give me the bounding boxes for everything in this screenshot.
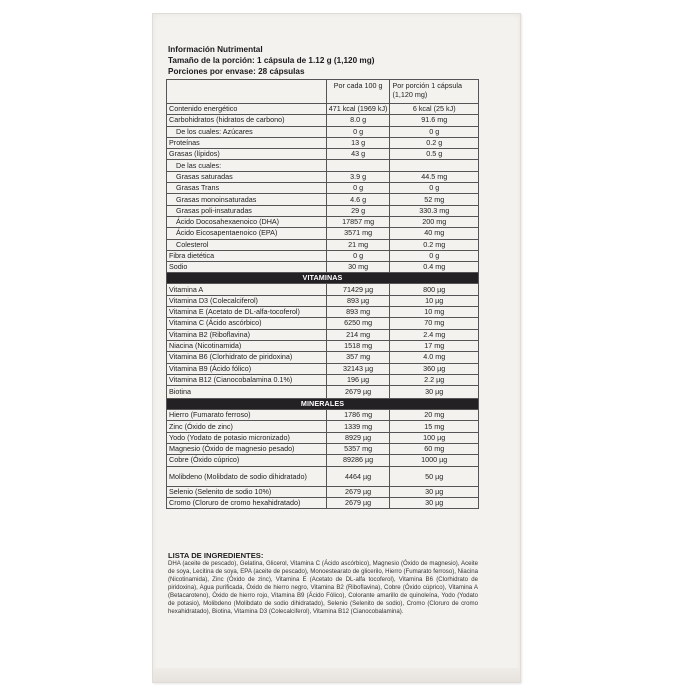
- table-row: [167, 329, 479, 340]
- value-per-serving: 10 mg: [390, 307, 479, 318]
- value-per-serving: 1000 µg: [390, 455, 479, 466]
- value-per-100g: 29 g: [326, 205, 390, 216]
- value-per-serving: 50 µg: [390, 466, 479, 486]
- value-per-100g: 2679 µg: [326, 386, 390, 399]
- nutrient-name: Niacina (Nicotinamida): [167, 340, 327, 351]
- value-per-100g: 1786 mg: [326, 410, 390, 421]
- value-per-serving: 2.4 mg: [390, 329, 479, 340]
- table-row: [167, 115, 479, 126]
- nutrient-name: Grasas (lípidos): [167, 149, 327, 160]
- table-row: [167, 410, 479, 421]
- value-per-serving: 20 mg: [390, 410, 479, 421]
- ingredients-title: LISTA DE INGREDIENTES:: [168, 551, 264, 560]
- value-per-serving: 30 µg: [390, 486, 479, 497]
- table-row: [167, 307, 479, 318]
- nutrient-name: Vitamina E (Acetato de DL-alfa-tocoferol): [167, 307, 327, 318]
- table-row: [167, 126, 479, 137]
- value-per-100g: 21 mg: [326, 239, 390, 250]
- value-per-100g: 471 kcal (1969 kJ): [326, 104, 390, 115]
- value-per-serving: 52 mg: [390, 194, 479, 205]
- nutrient-name: Cobre (Óxido cúprico): [167, 455, 327, 466]
- table-row: [167, 216, 479, 227]
- table-row: [167, 444, 479, 455]
- nutrient-name: Vitamina B12 (Cianocobalamina 0.1%): [167, 374, 327, 385]
- value-per-serving: [390, 160, 479, 171]
- value-per-100g: 0 g: [326, 126, 390, 137]
- table-row: [167, 149, 479, 160]
- nutrient-name: Fibra dietética: [167, 250, 327, 261]
- value-per-100g: [326, 160, 390, 171]
- value-per-serving: 0 g: [390, 126, 479, 137]
- value-per-100g: 30 mg: [326, 262, 390, 273]
- value-per-serving: 40 mg: [390, 228, 479, 239]
- minerals-band: [167, 399, 479, 410]
- nutrient-name: Magnesio (Óxido de magnesio pesado): [167, 444, 327, 455]
- serving-size: Tamaño de la porción: 1 cápsula de 1.12 g (1,120 mg): [168, 56, 375, 65]
- value-per-serving: 2.2 µg: [390, 374, 479, 385]
- value-per-100g: 43 g: [326, 149, 390, 160]
- value-per-100g: 3.9 g: [326, 171, 390, 182]
- nutrient-name: Vitamina A: [167, 284, 327, 295]
- value-per-100g: 196 µg: [326, 374, 390, 385]
- value-per-serving: 0.2 mg: [390, 239, 479, 250]
- value-per-serving: 200 mg: [390, 216, 479, 227]
- col-per-100g: Por cada 100 g: [326, 80, 390, 104]
- nutrient-name: De los cuales: Azúcares: [167, 126, 327, 137]
- nutrient-name: Zinc (Óxido de zinc): [167, 421, 327, 432]
- value-per-serving: 0.5 g: [390, 149, 479, 160]
- nutrition-table: [166, 79, 479, 509]
- value-per-100g: 1339 mg: [326, 421, 390, 432]
- value-per-serving: 0 g: [390, 183, 479, 194]
- value-per-100g: 0 g: [326, 250, 390, 261]
- value-per-100g: 8929 µg: [326, 432, 390, 443]
- nutrient-name: Sodio: [167, 262, 327, 273]
- table-row: [167, 194, 479, 205]
- table-row: [167, 340, 479, 351]
- table-row: [167, 497, 479, 508]
- table-row: [167, 104, 479, 115]
- value-per-serving: 0.2 g: [390, 137, 479, 148]
- value-per-serving: 10 µg: [390, 295, 479, 306]
- table-row: [167, 262, 479, 273]
- value-per-serving: 0 g: [390, 250, 479, 261]
- table-row: [167, 137, 479, 148]
- value-per-100g: 214 mg: [326, 329, 390, 340]
- nutrient-name: Ácido Eicosapentaenoico (EPA): [167, 228, 327, 239]
- table-row: [167, 466, 479, 486]
- nutrient-name: Grasas Trans: [167, 183, 327, 194]
- table-row: [167, 363, 479, 374]
- table-row: [167, 455, 479, 466]
- nutrient-name: Contenido energético: [167, 104, 327, 115]
- value-per-serving: 15 mg: [390, 421, 479, 432]
- value-per-serving: 360 µg: [390, 363, 479, 374]
- table-row: [167, 183, 479, 194]
- nutrient-name: Vitamina C (Ácido ascórbico): [167, 318, 327, 329]
- value-per-100g: 13 g: [326, 137, 390, 148]
- vitamins-band-label: VITAMINAS: [167, 273, 479, 284]
- value-per-100g: 893 µg: [326, 295, 390, 306]
- vitamins-band: [167, 273, 479, 284]
- nutrient-name: Cromo (Cloruro de cromo hexahidratado): [167, 497, 327, 508]
- table-row: [167, 352, 479, 363]
- value-per-serving: 44.5 mg: [390, 171, 479, 182]
- table-row: [167, 160, 479, 171]
- table-row: [167, 239, 479, 250]
- value-per-serving: 17 mg: [390, 340, 479, 351]
- value-per-serving: 100 µg: [390, 432, 479, 443]
- value-per-100g: 2679 µg: [326, 497, 390, 508]
- minerals-band-label: MINERALES: [167, 399, 479, 410]
- value-per-100g: 893 mg: [326, 307, 390, 318]
- nutrient-name: Biotina: [167, 386, 327, 399]
- value-per-serving: 6 kcal (25 kJ): [390, 104, 479, 115]
- value-per-100g: 4464 µg: [326, 466, 390, 486]
- table-row: [167, 228, 479, 239]
- value-per-serving: 30 µg: [390, 386, 479, 399]
- value-per-100g: 4.6 g: [326, 194, 390, 205]
- nutrient-name: Vitamina B6 (Clorhidrato de piridoxina): [167, 352, 327, 363]
- value-per-serving: 330.3 mg: [390, 205, 479, 216]
- value-per-100g: 6250 mg: [326, 318, 390, 329]
- value-per-serving: 0.4 mg: [390, 262, 479, 273]
- nutrient-name: Vitamina D3 (Colecalciferol): [167, 295, 327, 306]
- nutrient-name: Grasas monoinsaturadas: [167, 194, 327, 205]
- value-per-serving: 4.0 mg: [390, 352, 479, 363]
- ingredients-text: DHA (aceite de pescado), Gelatina, Glicerol, Vitamina C (Ácido ascórbico), Magnesio (Óxido de magnesio), Aceite de soya, Lecitina de soya, EPA (aceite de pescado), Monoestearato de glicerilo, Hierro (Fumarato ferroso), Niacina (Nicotinamida), Zinc (Óxido de zinc), Vitamina E (Acetato de DL-alfa tocoferol), Vitamina B6 (Clorhidrato de piridoxina), Agua purificada, Óxido de hierro negro, Vitamina B2 (Riboflavina), Cobre (Óxido cúprico), Vitamina A (Betacaroteno), Óxido de hierro rojo, Vitamina B9 (Ácido Fólico), Colorante amarillo de quinoleína, Yodo (Yodato de potasio), Molibdeno (Molibdato de sodio dihidratado), Selenio (Selenito de sodio), Cromo (Cloruro de cromo hexahidratado), Biotina, Vitamina D3 (Colecalciferol), Vitamina B12 (Cianocobalamina).: [168, 560, 478, 615]
- nutrient-name: Carbohidratos (hidratos de carbono): [167, 115, 327, 126]
- value-per-serving: 800 µg: [390, 284, 479, 295]
- nutrition-title: Información Nutrimental: [168, 45, 263, 54]
- value-per-100g: 5357 mg: [326, 444, 390, 455]
- value-per-100g: 8.0 g: [326, 115, 390, 126]
- header-blank-cell: [167, 80, 327, 104]
- table-header-row: [167, 80, 479, 104]
- value-per-100g: 17857 mg: [326, 216, 390, 227]
- nutrient-name: Vitamina B9 (Ácido fólico): [167, 363, 327, 374]
- nutrient-name: Selenio (Selenito de sodio 10%): [167, 486, 327, 497]
- value-per-serving: 91.6 mg: [390, 115, 479, 126]
- nutrient-name: Grasas saturadas: [167, 171, 327, 182]
- value-per-100g: 3571 mg: [326, 228, 390, 239]
- nutrient-name: De las cuales:: [167, 160, 327, 171]
- table-row: [167, 295, 479, 306]
- value-per-serving: 70 mg: [390, 318, 479, 329]
- table-row: [167, 486, 479, 497]
- nutrient-name: Vitamina B2 (Riboflavina): [167, 329, 327, 340]
- servings-per-container: Porciones por envase: 28 cápsulas: [168, 67, 305, 76]
- value-per-100g: 1518 mg: [326, 340, 390, 351]
- table-row: [167, 432, 479, 443]
- value-per-100g: 2679 µg: [326, 486, 390, 497]
- col-per-serving: Por porción 1 cápsula (1,120 mg): [390, 80, 479, 104]
- nutrient-name: Ácido Docosahexaenoico (DHA): [167, 216, 327, 227]
- table-row: [167, 171, 479, 182]
- table-row: [167, 421, 479, 432]
- nutrient-name: Molibdeno (Molibdato de sodio dihidratado): [167, 466, 327, 486]
- nutrient-name: Proteínas: [167, 137, 327, 148]
- table-row: [167, 386, 479, 399]
- nutrient-name: Grasas poli-insaturadas: [167, 205, 327, 216]
- table-row: [167, 250, 479, 261]
- value-per-serving: 60 mg: [390, 444, 479, 455]
- nutrient-name: Colesterol: [167, 239, 327, 250]
- value-per-serving: 30 µg: [390, 497, 479, 508]
- nutrient-name: Hierro (Fumarato ferroso): [167, 410, 327, 421]
- value-per-100g: 32143 µg: [326, 363, 390, 374]
- value-per-100g: 71429 µg: [326, 284, 390, 295]
- table-row: [167, 205, 479, 216]
- value-per-100g: 89286 µg: [326, 455, 390, 466]
- nutrient-name: Yodo (Yodato de potasio micronizado): [167, 432, 327, 443]
- table-row: [167, 318, 479, 329]
- value-per-100g: 357 mg: [326, 352, 390, 363]
- value-per-100g: 0 g: [326, 183, 390, 194]
- table-row: [167, 284, 479, 295]
- table-row: [167, 374, 479, 385]
